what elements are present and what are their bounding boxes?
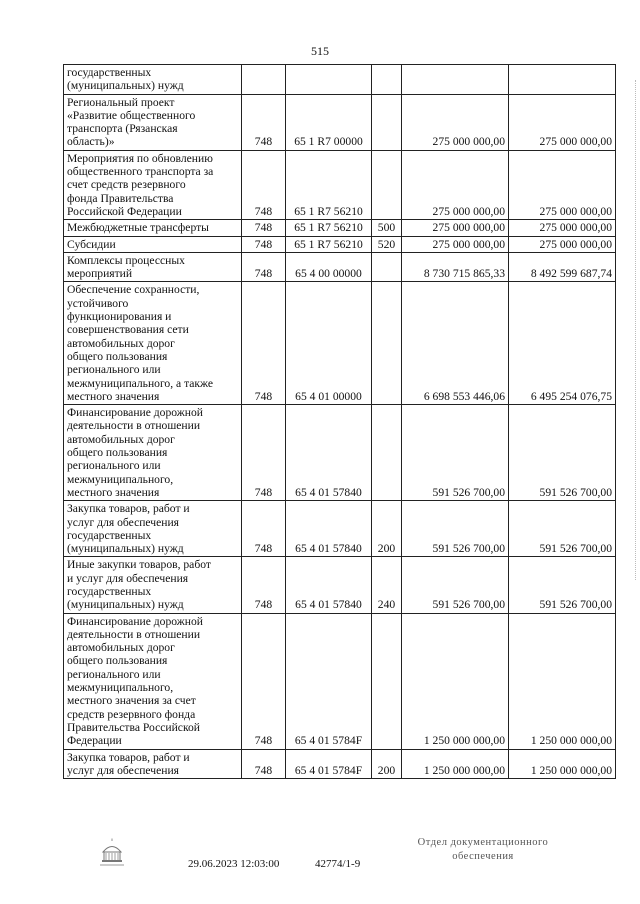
budget-table-body (64, 65, 616, 779)
table-row (64, 94, 616, 150)
footer-doc-number: 42774/1-9 (315, 858, 361, 870)
table-row (64, 236, 616, 252)
row-csr-code: 65 1 R7 56210 (286, 236, 372, 252)
row-vr-code: 200 (372, 749, 402, 779)
row-sum-1: 591 526 700,00 (402, 501, 509, 557)
row-sum-2: 275 000 000,00 (509, 220, 616, 236)
row-name: Закупка товаров, работ и услуг для обеспечения государственных (муниципальных) нужд (64, 501, 242, 557)
row-name: Финансирование дорожной деятельности в отношении автомобильных дорог общего пользования регионального или межмуниципального, местного значения (64, 405, 242, 501)
row-csr-code: 65 4 01 5784F (286, 613, 372, 749)
row-gr-code: 748 (242, 252, 286, 282)
table-row (64, 282, 616, 405)
row-gr-code: 748 (242, 405, 286, 501)
table-row (64, 150, 616, 219)
row-sum-1: 1 250 000 000,00 (402, 749, 509, 779)
table-row (64, 405, 616, 501)
row-csr-code: 65 4 01 57840 (286, 501, 372, 557)
row-csr-code: 65 1 R7 00000 (286, 94, 372, 150)
row-vr-code (372, 150, 402, 219)
row-sum-1: 6 698 553 446,06 (402, 282, 509, 405)
row-sum-2 (509, 65, 616, 95)
row-sum-2: 591 526 700,00 (509, 501, 616, 557)
table-row (64, 501, 616, 557)
row-name: Финансирование дорожной деятельности в отношении автомобильных дорог общего пользования регионального или межмуниципального, местного значения за счет средств резервного фонда Правительства Российской Федерации (64, 613, 242, 749)
department-stamp (398, 836, 568, 864)
row-csr-code: 65 4 00 00000 (286, 252, 372, 282)
stamp-line-1: Отдел документационного (417, 837, 549, 848)
table-row (64, 557, 616, 613)
row-sum-2: 1 250 000 000,00 (509, 749, 616, 779)
row-sum-2: 8 492 599 687,74 (509, 252, 616, 282)
row-vr-code: 500 (372, 220, 402, 236)
row-vr-code: 520 (372, 236, 402, 252)
row-vr-code (372, 613, 402, 749)
stamp-line-2: обеспечения (452, 851, 514, 862)
row-sum-1: 8 730 715 865,33 (402, 252, 509, 282)
row-sum-1 (402, 65, 509, 95)
row-sum-2: 591 526 700,00 (509, 405, 616, 501)
row-vr-code (372, 252, 402, 282)
row-sum-1: 275 000 000,00 (402, 150, 509, 219)
row-gr-code: 748 (242, 749, 286, 779)
row-gr-code: 748 (242, 94, 286, 150)
row-name: Закупка товаров, работ и услуг для обеспечения (64, 749, 242, 779)
row-sum-1: 275 000 000,00 (402, 220, 509, 236)
row-name: Мероприятия по обновлению общественного транспорта за счет средств резервного фонда Правительства Российской Федерации (64, 150, 242, 219)
row-gr-code: 748 (242, 282, 286, 405)
row-name: Субсидии (64, 236, 242, 252)
row-sum-1: 275 000 000,00 (402, 94, 509, 150)
row-gr-code: 748 (242, 557, 286, 613)
row-sum-1: 275 000 000,00 (402, 236, 509, 252)
row-vr-code (372, 282, 402, 405)
row-csr-code (286, 65, 372, 95)
duma-emblem-icon (96, 838, 128, 866)
table-row (64, 65, 616, 95)
row-name: Иные закупки товаров, работ и услуг для обеспечения государственных (муниципальных) нужд (64, 557, 242, 613)
page-number: 515 (311, 44, 329, 58)
row-sum-2: 1 250 000 000,00 (509, 613, 616, 749)
row-sum-1: 1 250 000 000,00 (402, 613, 509, 749)
row-vr-code: 240 (372, 557, 402, 613)
row-gr-code: 748 (242, 150, 286, 219)
row-name: Межбюджетные трансферты (64, 220, 242, 236)
row-vr-code (372, 65, 402, 95)
row-sum-2: 275 000 000,00 (509, 94, 616, 150)
row-vr-code (372, 405, 402, 501)
row-gr-code: 748 (242, 613, 286, 749)
row-name: Комплексы процессных мероприятий (64, 252, 242, 282)
row-gr-code (242, 65, 286, 95)
row-sum-2: 6 495 254 076,75 (509, 282, 616, 405)
row-csr-code: 65 1 R7 56210 (286, 220, 372, 236)
row-gr-code: 748 (242, 501, 286, 557)
row-vr-code (372, 94, 402, 150)
table-row (64, 220, 616, 236)
row-csr-code: 65 4 01 57840 (286, 405, 372, 501)
row-sum-2: 591 526 700,00 (509, 557, 616, 613)
row-csr-code: 65 4 01 57840 (286, 557, 372, 613)
footer-datetime: 29.06.2023 12:03:00 (188, 858, 280, 870)
row-gr-code: 748 (242, 236, 286, 252)
row-sum-1: 591 526 700,00 (402, 405, 509, 501)
scan-edge-marks (633, 80, 636, 580)
row-name: Обеспечение сохранности, устойчивого функционирования и совершенствования сети автомобильных дорог общего пользования регионального или межмуниципального, а также местного значения (64, 282, 242, 405)
table-row (64, 252, 616, 282)
row-name: государственных (муниципальных) нужд (64, 65, 242, 95)
row-gr-code: 748 (242, 220, 286, 236)
row-vr-code: 200 (372, 501, 402, 557)
row-sum-2: 275 000 000,00 (509, 236, 616, 252)
row-sum-1: 591 526 700,00 (402, 557, 509, 613)
row-csr-code: 65 4 01 5784F (286, 749, 372, 779)
row-csr-code: 65 1 R7 56210 (286, 150, 372, 219)
row-sum-2: 275 000 000,00 (509, 150, 616, 219)
table-row (64, 613, 616, 749)
table-row (64, 749, 616, 779)
budget-table (63, 64, 616, 779)
row-name: Региональный проект «Развитие общественного транспорта (Рязанская область)» (64, 94, 242, 150)
row-csr-code: 65 4 01 00000 (286, 282, 372, 405)
